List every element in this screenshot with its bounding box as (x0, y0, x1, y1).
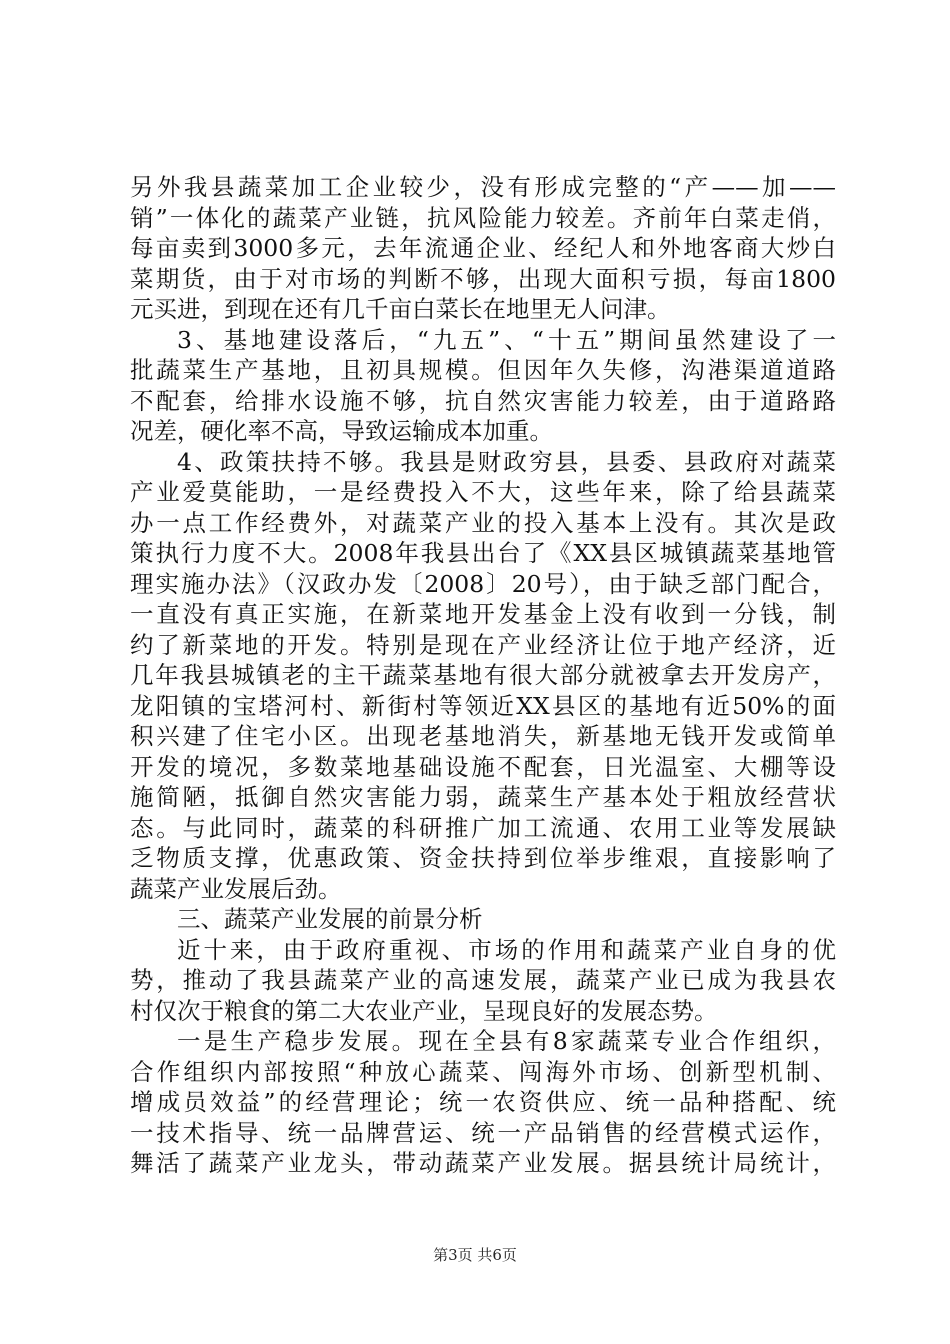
text-line: 近十来，由于政府重视、市场的作用和蔬菜产业自身的优 (177, 935, 836, 964)
text-line: 增成员效益”的经营理论；统一农资供应、统一品种搭配、统 (130, 1088, 836, 1116)
text-line: 办一点工作经费外，对蔬菜产业的投入基本上没有。其次是政 (130, 508, 836, 537)
text-line: 策执行力度不大。2008年我县出台了《XX县区城镇蔬菜基地管 (130, 539, 836, 567)
text-line: 产业爱莫能助，一是经费投入不大，这些年来，除了给县蔬菜 (130, 478, 836, 506)
text-line: 每亩卖到3000多元，去年流通企业、经纪人和外地客商大炒白 (130, 234, 836, 262)
text-line: 几年我县城镇老的主干蔬菜基地有很大部分就被拿去开发房产， (130, 661, 836, 689)
text-line: 另外我县蔬菜加工企业较少，没有形成完整的“产——加—— (130, 173, 836, 201)
document-body (130, 172, 836, 1179)
text-line: 况差，硬化率不高，导致运输成本加重。 (130, 417, 553, 445)
text-line: 元买进，到现在还有几千亩白菜长在地里无人问津。 (130, 295, 671, 323)
page-number-footer: 第3页 共6页 (433, 1246, 517, 1264)
text-line: 开发的境况，多数菜地基础设施不配套，日光温室、大棚等设 (130, 752, 836, 781)
text-line: 乏物质支撑，优惠政策、资金扶持到位举步维艰，直接影响了 (130, 844, 836, 872)
text-line: 不配套，给排水设施不够，抗自然灾害能力较差，由于道路路 (130, 386, 836, 415)
text-line: 批蔬菜生产基地，且初具规模。但因年久失修，沟港渠道道路 (130, 356, 836, 384)
text-line: 理实施办法》（汉政办发〔2008〕20号），由于缺乏部门配合， (130, 569, 836, 598)
text-line: 积兴建了住宅小区。出现老基地消失，新基地无钱开发或简单 (130, 722, 836, 750)
section-heading: 三、蔬菜产业发展的前景分析 (177, 905, 483, 933)
text-line: 4、政策扶持不够。我县是财政穷县，县委、县政府对蔬菜 (177, 447, 836, 476)
text-line: 龙阳镇的宝塔河村、新街村等领近XX县区的基地有近50%的面 (130, 691, 836, 720)
text-line: 村仅次于粮食的第二大农业产业，呈现良好的发展态势。 (130, 996, 718, 1025)
text-line: 合作组织内部按照“种放心蔬菜、闯海外市场、创新型机制、 (130, 1057, 836, 1086)
text-line: 施简陋，抵御自然灾害能力弱，蔬菜生产基本处于粗放经营状 (130, 783, 836, 811)
text-line: 态。与此同时，蔬菜的科研推广加工流通、农用工业等发展缺 (130, 813, 836, 842)
text-line: 一技术指导、统一品牌营运、统一产品销售的经营模式运作， (130, 1118, 836, 1147)
text-line: 3、基地建设落后，“九五”、“十五”期间虽然建设了一 (177, 325, 836, 354)
text-line: 销”一体化的蔬菜产业链，抗风险能力较差。齐前年白菜走俏， (130, 203, 836, 232)
text-line: 一直没有真正实施，在新菜地开发基金上没有收到一分钱，制 (130, 600, 836, 628)
text-line: 舞活了蔬菜产业龙头，带动蔬菜产业发展。据县统计局统计， (130, 1149, 836, 1177)
text-line: 蔬菜产业发展后劲。 (130, 874, 342, 903)
text-line: 势，推动了我县蔬菜产业的高速发展，蔬菜产业已成为我县农 (130, 966, 836, 994)
text-line: 一是生产稳步发展。现在全县有8家蔬菜专业合作组织， (177, 1027, 836, 1055)
text-line: 菜期货，由于对市场的判断不够，出现大面积亏损，每亩1800 (130, 264, 836, 293)
text-line: 约了新菜地的开发。特别是现在产业经济让位于地产经济，近 (130, 630, 836, 659)
